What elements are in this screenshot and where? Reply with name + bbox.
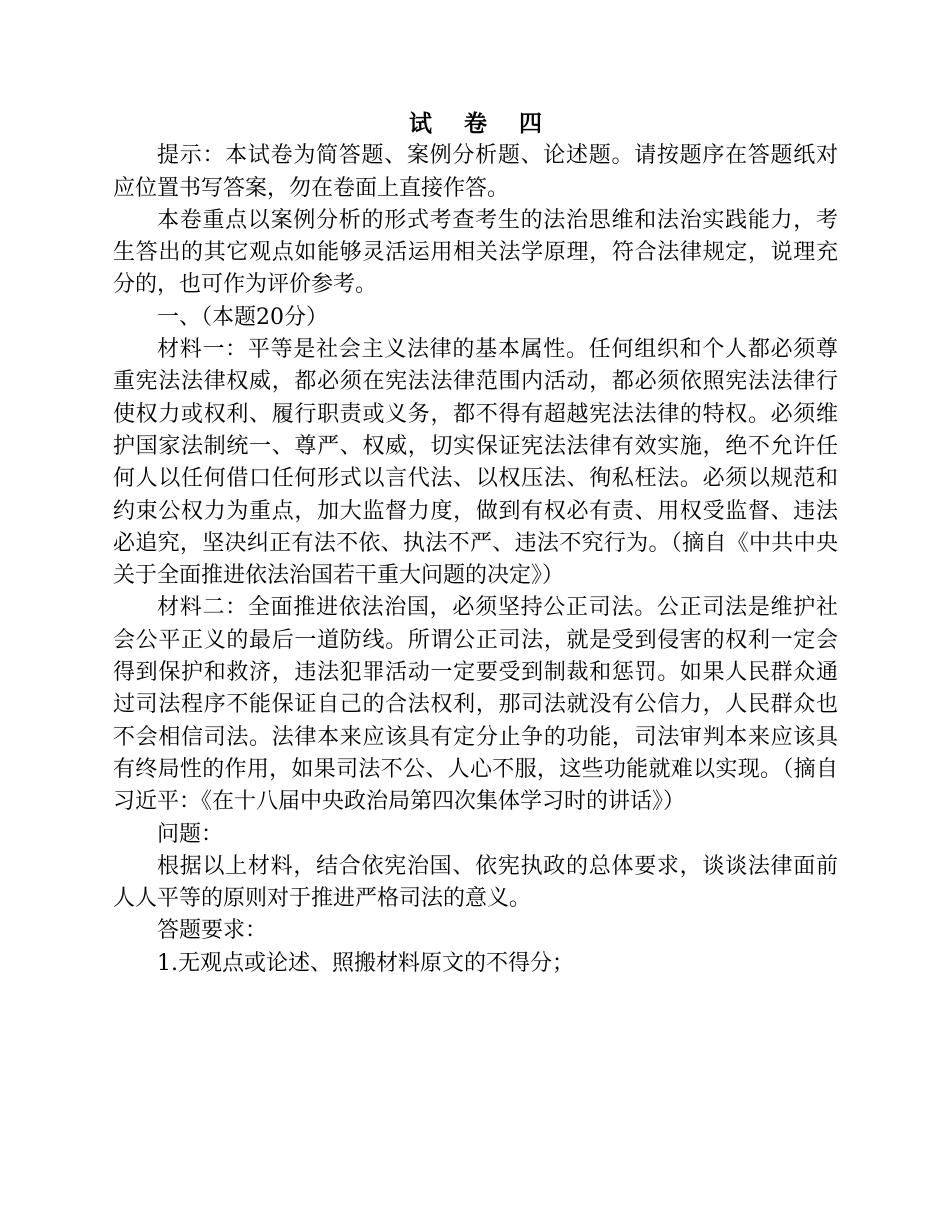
question-text: 根据以上材料，结合依宪治国、依宪执政的总体要求，谈谈法律面前人人平等的原则对于推进严格司法的意义。 — [113, 853, 838, 912]
evaluation-note-paragraph: 本卷重点以案例分析的形式考查考生的法治思维和法治实践能力，考生答出的其它观点如能够灵活运用相关法学原理，符合法律规定，说理充分的，也可作为评价参考。 — [113, 207, 838, 298]
document-body — [113, 108, 838, 980]
instructions-paragraph: 提示：本试卷为简答题、案例分析题、论述题。请按题序在答题纸对应位置书写答案，勿在卷面上直接作答。 — [113, 143, 838, 201]
material-one-paragraph: 材料一：平等是社会主义法律的基本属性。任何组织和个人都必须尊重宪法法律权威，都必须在宪法法律范围内活动，都必须依照宪法法律行使权力或权利、履行职责或义务，都不得有超越宪法法律的特权。必须维护国家法制统一、尊严、权威，切实保证宪法法律有效实施，绝不允许任何人以任何借口任何形式以言代法、以权压法、徇私枉法。必须以规范和约束公权力为重点，加大监督力度，做到有权必有责、用权受监督、违法必追究，坚决纠正有法不依、执法不严、违法不究行为。（摘自《中共中央关于全面推进依法治国若干重大问题的决定》） — [113, 337, 838, 589]
question-label: 问题： — [157, 821, 224, 847]
question-heading: 一、（本题20分） — [157, 304, 328, 330]
answer-requirements-label: 答题要求： — [157, 918, 268, 944]
document-title: 试 卷 四 — [408, 110, 554, 137]
answer-requirement-item: 1.无观点或论述、照搬材料原文的不得分； — [157, 950, 574, 976]
material-two-paragraph: 材料二：全面推进依法治国，必须坚持公正司法。公正司法是维护社会公平正义的最后一道防线。所谓公正司法，就是受到侵害的权利一定会得到保护和救济，违法犯罪活动一定要受到制裁和惩罚。如果人民群众通过司法程序不能保证自己的合法权利，那司法就没有公信力，人民群众也不会相信司法。法律本来应该具有定分止争的功能，司法审判本来应该具有终局性的作用，如果司法不公、人心不服，这些功能就难以实现。（摘自习近平：《在十八届中央政治局第四次集体学习时的讲话》） — [113, 595, 838, 815]
